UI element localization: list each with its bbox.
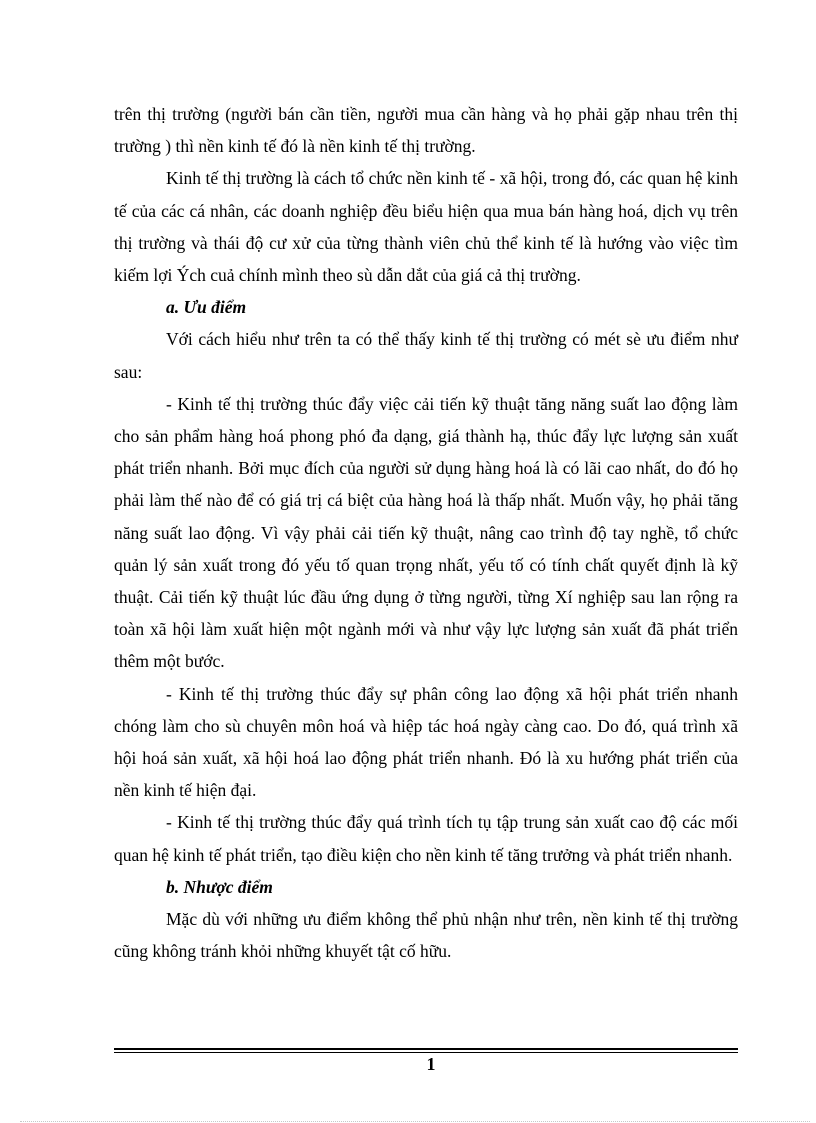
paragraph-4: - Kinh tế thị trường thúc đẩy việc cải tiến kỹ thuật tăng năng suất lao động làm cho sản phẩm hàng hoá phong phó đa dạng, giá thành hạ, thúc đẩy lực lượng sản xuất phát triển nhanh. Bởi mục đích của người sử dụng hàng hoá là có lãi cao nhất, do đó họ phải làm thế nào để có giá trị cá biệt của hàng hoá là thấp nhất. Muốn vậy, họ phải tăng năng suất lao động. Vì vậy phải cải tiến kỹ thuật, nâng cao trình độ tay nghề, tổ chức quản lý sản xuất trong đó yếu tố quan trọng nhất, yếu tố có tính chất quyết định là kỹ thuật. Cải tiến kỹ thuật lúc đầu ứng dụng ở từng người, từng Xí nghiệp sau lan rộng ra toàn xã hội làm xuất hiện một ngành mới và như vậy lực lượng sản xuất đã phát triển thêm một bước. — [114, 393, 738, 672]
body-text — [114, 98, 738, 967]
footer-rule-top — [114, 1048, 738, 1050]
page-edge-dotted-line — [20, 1121, 810, 1122]
paragraph-6: - Kinh tế thị trường thúc đẩy quá trình tích tụ tập trung sản xuất cao độ các mối quan hệ kinh tế phát triển, tạo điều kiện cho nền kinh tế tăng trưởng và phát triển nhanh. — [114, 812, 738, 865]
paragraph-3: Với cách hiểu như trên ta có thể thấy kinh tế thị trường có mét sè ưu điểm như sau: — [114, 329, 738, 382]
paragraph-5: - Kinh tế thị trường thúc đẩy sự phân công lao động xã hội phát triển nhanh chóng làm cho sù chuyên môn hoá và hiệp tác hoá ngày càng cao. Do đó, quá trình xã hội hoá sản xuất, xã hội hoá lao động phát triển nhanh. Đó là xu hướng phát triển của nền kinh tế hiện đại. — [114, 683, 738, 801]
page-number: 1 — [426, 1054, 436, 1074]
paragraph-1: trên thị trường (người bán cần tiền, người mua cần hàng và họ phải gặp nhau trên thị trường ) thì nền kinh tế đó là nền kinh tế thị trường. — [114, 104, 738, 157]
paragraph-2: Kinh tế thị trường là cách tổ chức nền kinh tế - xã hội, trong đó, các quan hệ kinh tế của các cá nhân, các doanh nghiệp đều biểu hiện qua mua bán hàng hoá, dịch vụ trên thị trường và thái độ cư xử của từng thành viên chủ thể kinh tế là hướng vào việc tìm kiếm lợi Ých cuả chính mình theo sù dẫn dắt của giá cả thị trường. — [114, 168, 738, 286]
heading-disadvantages: b. Nhược điểm — [166, 876, 273, 897]
footer-rule-bottom — [114, 1052, 738, 1053]
heading-advantages: a. Ưu điểm — [166, 297, 247, 318]
paragraph-7: Mặc dù với những ưu điểm không thể phủ nhận như trên, nền kinh tế thị trường cũng không tránh khỏi những khuyết tật cố hữu. — [114, 909, 738, 962]
